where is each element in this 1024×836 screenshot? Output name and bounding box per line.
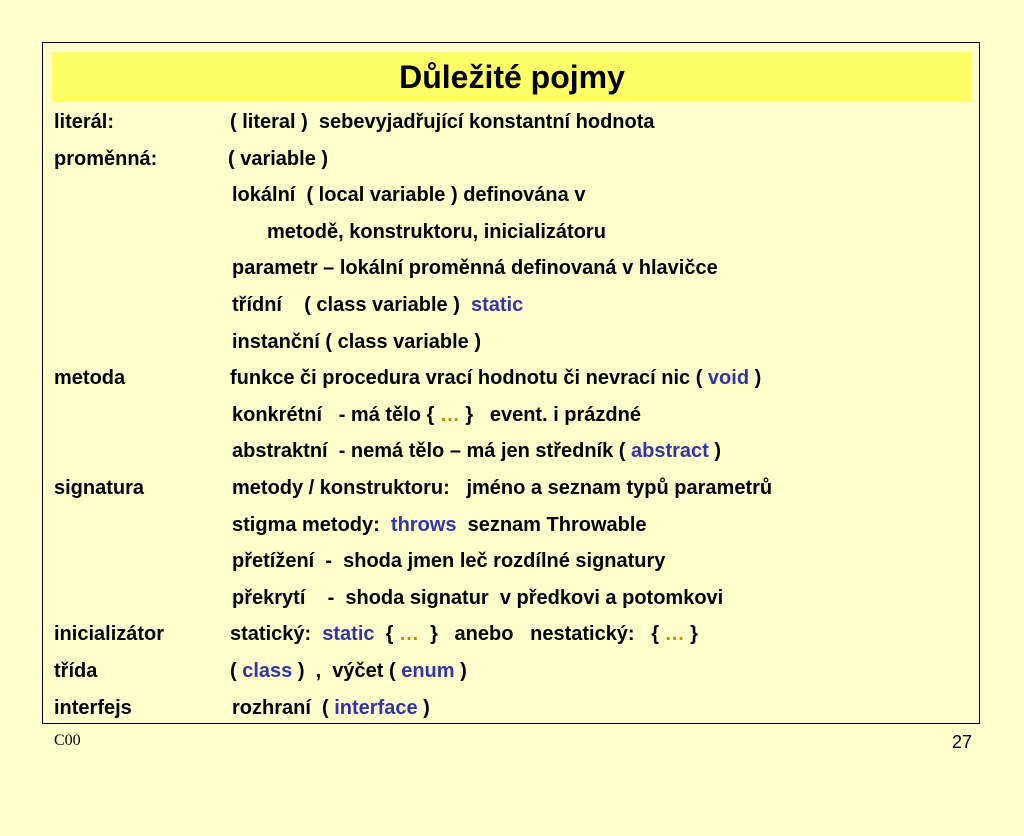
def-overriding: překrytí - shoda signatur v předkovi a potomkovi xyxy=(232,586,724,609)
term-interface: interfejs xyxy=(54,696,132,719)
line-concrete xyxy=(54,397,974,434)
keyword-enum: enum xyxy=(401,659,455,682)
line-abstract xyxy=(54,433,974,470)
def-initializer: statický: static { … } anebo nestatický: { … } xyxy=(230,623,698,646)
def-concrete: konkrétní - má tělo { … } event. i prázdné xyxy=(232,403,641,426)
line-method xyxy=(54,360,974,397)
title-bar xyxy=(52,52,972,102)
term-literal: literál: xyxy=(54,111,115,133)
def-abstract: abstraktní - nemá tělo – má jen středník ( abstract ) xyxy=(232,440,722,463)
def-local-cont: metodě, konstruktoru, inicializátoru xyxy=(267,220,606,243)
def-variable: ( variable ) xyxy=(228,147,329,170)
keyword-static-init: static xyxy=(322,623,375,646)
keyword-static: static xyxy=(470,293,524,316)
def-stigma: stigma metody: throws seznam Throwable xyxy=(232,513,647,536)
line-parameter xyxy=(54,250,974,287)
ellipsis-body: … xyxy=(439,403,460,426)
def-signature: metody / konstruktoru: jméno a seznam typů parametrů xyxy=(232,476,773,499)
term-variable: proměnná: xyxy=(54,147,158,170)
def-class-var: třídní ( class variable ) static xyxy=(232,293,524,316)
term-signature: signatura xyxy=(54,476,145,499)
keyword-throws: throws xyxy=(390,513,457,536)
keyword-class: class xyxy=(242,659,293,682)
def-parameter: parametr – lokální proměnná definovaná v hlavičce xyxy=(232,257,718,280)
keyword-abstract: abstract xyxy=(631,440,709,463)
term-class: třída xyxy=(54,659,98,682)
line-overloading xyxy=(54,543,974,580)
def-local: lokální ( local variable ) definována v xyxy=(232,184,586,207)
line-local-cont xyxy=(54,214,974,251)
footer-label: C00 xyxy=(54,732,81,749)
keyword-interface: interface xyxy=(334,696,418,719)
term-method: metoda xyxy=(54,367,126,390)
line-local xyxy=(54,177,974,214)
line-variable xyxy=(54,141,974,178)
line-signature xyxy=(54,470,974,507)
line-instance-var xyxy=(54,324,974,361)
line-literal xyxy=(54,104,974,141)
term-initializer: inicializátor xyxy=(54,623,165,646)
def-method: funkce či procedura vrací hodnotu či nevrací nic ( void ) xyxy=(230,367,762,390)
line-initializer xyxy=(54,616,974,653)
line-interface xyxy=(54,690,974,727)
content-area xyxy=(54,104,974,726)
line-class xyxy=(54,653,974,690)
ellipsis-static: … xyxy=(398,623,419,646)
keyword-void: void xyxy=(707,367,750,390)
def-interface: rozhraní ( interface ) xyxy=(232,696,430,719)
page-title: Důležité pojmy xyxy=(399,59,625,95)
def-instance-var: instanční ( class variable ) xyxy=(232,330,481,353)
ellipsis-nonstatic: … xyxy=(664,623,685,646)
page-number: 27 xyxy=(951,732,972,752)
line-class-var xyxy=(54,287,974,324)
def-class: ( class ) , výčet ( enum ) xyxy=(230,659,467,682)
def-literal: ( literal ) sebevyjadřující konstantní hodnota xyxy=(230,111,655,133)
line-stigma xyxy=(54,507,974,544)
def-overloading: přetížení - shoda jmen leč rozdílné signatury xyxy=(232,550,666,573)
line-overriding xyxy=(54,580,974,617)
